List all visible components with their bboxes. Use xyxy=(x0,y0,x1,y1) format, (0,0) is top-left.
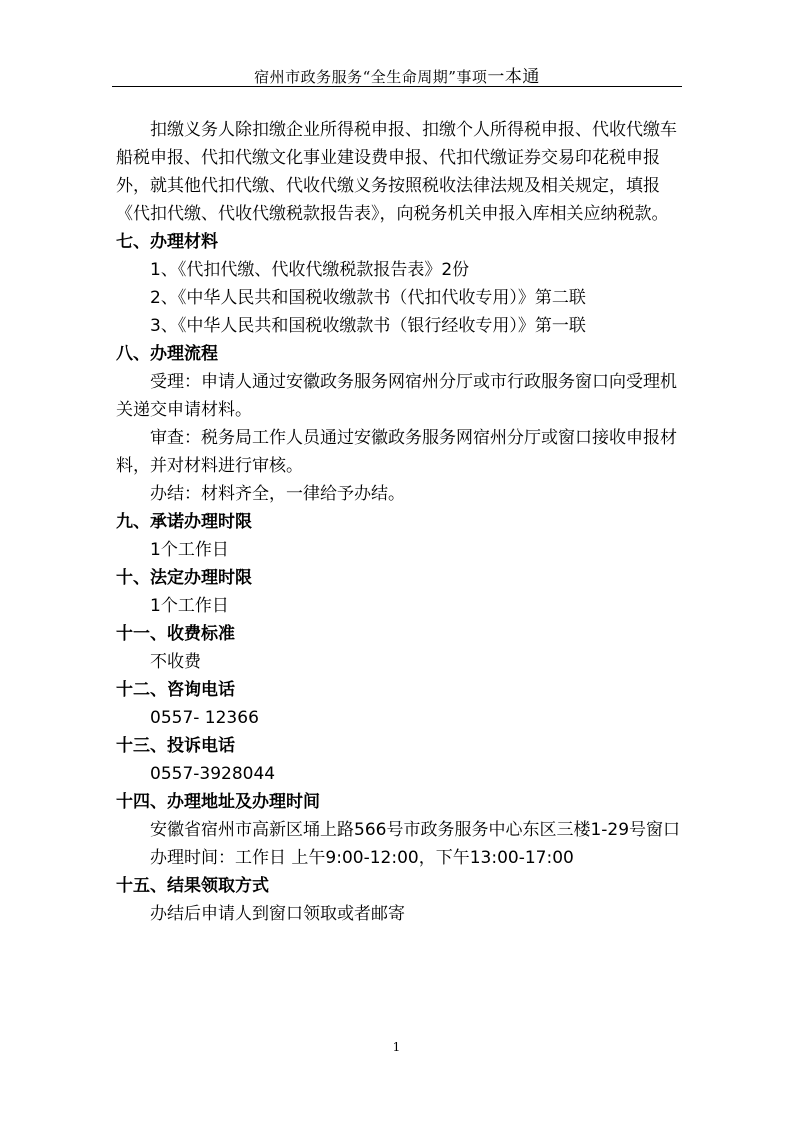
process-accept: 受理：申请人通过安徽政务服务网宿州分厅或市行政服务窗口向受理机关递交申请材料。 xyxy=(116,372,677,420)
header-rule xyxy=(112,86,682,87)
complaint-phone: 0557-3928044 xyxy=(150,764,276,784)
pickup-value: 办结后申请人到窗口领取或者邮寄 xyxy=(150,904,405,924)
document-body xyxy=(116,116,686,928)
consult-phone: 0557- 12366 xyxy=(150,708,259,728)
fee-value: 不收费 xyxy=(150,652,201,672)
address-value: 安徽省宿州市高新区埇上路566号市政务服务中心东区三楼1-29号窗口 xyxy=(150,820,681,840)
section-heading-address: 十四、办理地址及办理时间 xyxy=(116,792,320,812)
page-header xyxy=(112,62,682,87)
material-item: 2、《中华人民共和国税收缴款书（代扣代收专用）》第二联 xyxy=(150,288,586,308)
section-heading-process: 八、办理流程 xyxy=(116,344,218,364)
section-heading-fee: 十一、收费标准 xyxy=(116,624,235,644)
section-heading-consult: 十二、咨询电话 xyxy=(116,680,235,700)
section-heading-legal-time: 十、法定办理时限 xyxy=(116,568,252,588)
header-title-suffix: 一本通 xyxy=(487,67,540,87)
section-heading-materials: 七、办理材料 xyxy=(116,232,218,252)
promise-time-value: 1个工作日 xyxy=(150,540,229,560)
section-heading-promise-time: 九、承诺办理时限 xyxy=(116,512,252,532)
legal-time-value: 1个工作日 xyxy=(150,596,229,616)
page-number: 1 xyxy=(392,1040,401,1054)
process-complete: 办结：材料齐全，一律给予办结。 xyxy=(150,484,405,504)
office-hours: 办理时间：工作日 上午9:00-12:00，下午13:00-17:00 xyxy=(150,848,574,868)
section-heading-complaint: 十三、投诉电话 xyxy=(116,736,235,756)
material-item: 1、《代扣代缴、代收代缴税款报告表》2份 xyxy=(150,260,470,280)
material-item: 3、《中华人民共和国税收缴款书（银行经收专用）》第一联 xyxy=(150,316,586,336)
process-review: 审查：税务局工作人员通过安徽政务服务网宿州分厅或窗口接收申报材料，并对材料进行审核。 xyxy=(116,428,677,476)
intro-paragraph: 扣缴义务人除扣缴企业所得税申报、扣缴个人所得税申报、代收代缴车船税申报、代扣代缴文化事业建设费申报、代扣代缴证券交易印花税申报外，就其他代扣代缴、代收代缴义务按照税收法律法规及相关规定，填报《代扣代缴、代收代缴税款报告表》，向税务机关申报入库相关应纳税款。 xyxy=(116,120,677,224)
header-title: 宿州市政务服务“全生命周期”事项 xyxy=(254,68,488,86)
section-heading-pickup: 十五、结果领取方式 xyxy=(116,876,269,896)
